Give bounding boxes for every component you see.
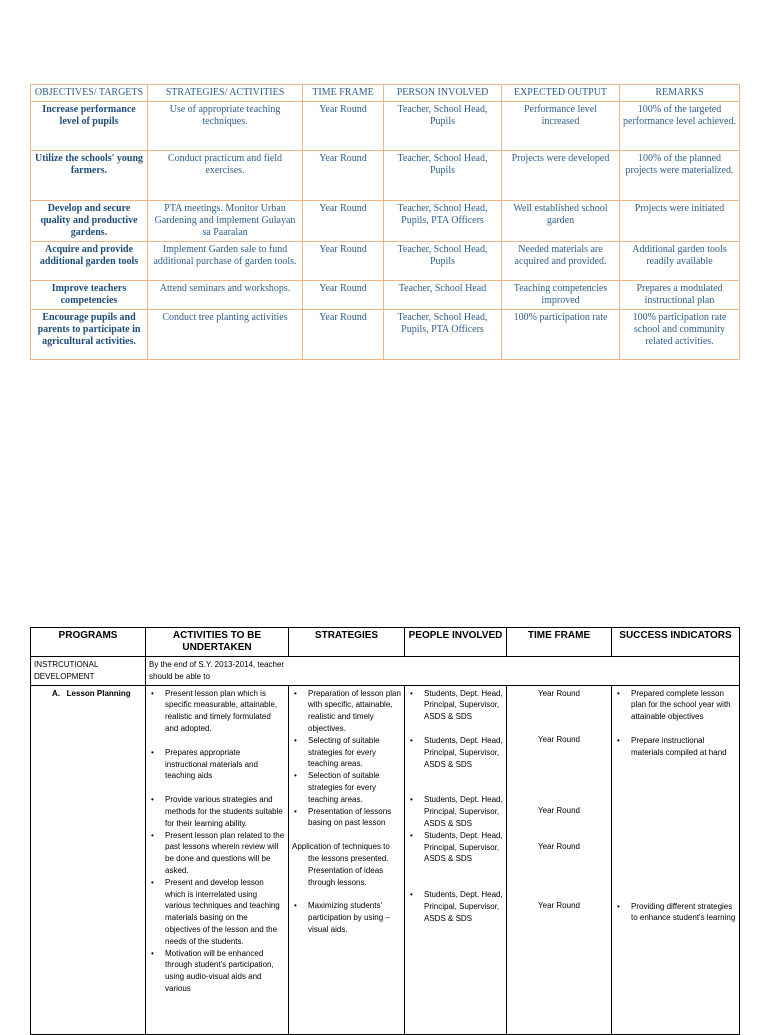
- time-frame-text: Year Round: [538, 735, 580, 745]
- sub-program-cell: [31, 685, 146, 1034]
- person-cell: Teacher, School Head, Pupils: [384, 242, 502, 281]
- time-cell: Year Round: [303, 310, 384, 360]
- objective-cell: Encourage pupils and parents to participate in agricultural activities.: [31, 310, 148, 360]
- remarks-cell: 100% of the planned projects were materialized.: [620, 151, 740, 201]
- table-row: [31, 657, 740, 686]
- list-item: • Maximizing students' participation by using – visual aids.: [308, 900, 401, 935]
- list-item: • Students, Dept. Head, Principal, Supervisor, ASDS & SDS: [424, 735, 503, 770]
- time-frame-cell: [507, 685, 612, 1034]
- list-item: • Preparation of lesson plan with specific, attainable, realistic and timely objectives.: [308, 688, 401, 735]
- time-cell: Year Round: [303, 102, 384, 151]
- objective-cell: Utilize the schools' young farmers.: [31, 151, 148, 201]
- header-expected-output: EXPECTED OUTPUT: [502, 85, 620, 102]
- table2-header-row: [31, 628, 740, 657]
- list-item: • Students, Dept. Head, Principal, Supervisor, ASDS & SDS: [424, 688, 503, 723]
- output-cell: 100% participation rate: [502, 310, 620, 360]
- time-cell: Year Round: [303, 151, 384, 201]
- activities-cell: [146, 685, 289, 1034]
- header-time-frame: TIME FRAME: [507, 628, 612, 657]
- time-frame-text: Year Round: [538, 841, 580, 851]
- person-cell: Teacher, School Head: [384, 281, 502, 310]
- time-cell: Year Round: [303, 242, 384, 281]
- strategy-cell: Use of appropriate teaching techniques.: [148, 102, 303, 151]
- program-cell: INSTRCUTIONAL DEVELOPMENT: [31, 657, 146, 686]
- person-cell: Teacher, School Head, Pupils: [384, 102, 502, 151]
- table-row: [31, 102, 740, 151]
- header-activities: ACTIVITIES TO BE UNDERTAKEN: [146, 628, 289, 657]
- table-row: [31, 281, 740, 310]
- list-item: • Prepared complete lesson plan for the school year with attainable objectives: [631, 688, 736, 723]
- strategy-cell: PTA meetings. Monitor Urban Gardening and implement Gulayan sa Paaralan: [148, 201, 303, 242]
- list-item: • Selection of suitable strategies for every teaching areas.: [308, 770, 401, 805]
- objective-cell: Increase performance level of pupils: [31, 102, 148, 151]
- strategy-text: Application of techniques to the lessons presented. Presentation of ideas through lessons.: [292, 842, 390, 887]
- list-item: • Presentation of lessons basing on past lesson: [308, 806, 401, 830]
- header-objectives: OBJECTIVES/ TARGETS: [31, 85, 148, 102]
- instructional-development-table: [30, 627, 740, 1035]
- garden-plan-table: [30, 84, 740, 360]
- activities-intro: By the end of S.Y. 2013-2014, teacher should be able to: [146, 657, 740, 686]
- list-item: • Present lesson plan which is specific measurable, attainable, realistic and timely formulated and adopted.: [165, 688, 285, 735]
- person-cell: Teacher, School Head, Pupils: [384, 151, 502, 201]
- list-item: • Present and develop lesson which is interrelated using various techniques and teaching materials basing on the objectives of the lesson and the needs of the students.: [165, 877, 285, 948]
- person-cell: Teacher, School Head, Pupils, PTA Officers: [384, 310, 502, 360]
- table1-header-row: [31, 85, 740, 102]
- objective-cell: Improve teachers competencies: [31, 281, 148, 310]
- list-item: • Provide various strategies and methods for the students suitable for their learning ability.: [165, 794, 285, 829]
- success-cell: [612, 685, 740, 1034]
- people-cell: [405, 685, 507, 1034]
- table-row: [31, 242, 740, 281]
- output-cell: Performance level increased: [502, 102, 620, 151]
- time-frame-text: Year Round: [538, 806, 580, 816]
- list-item: • Selecting of suitable strategies for every teaching areas.: [308, 735, 401, 770]
- list-item: • Motivation will be enhanced through student's participation, using audio-visual aids and various: [165, 948, 285, 995]
- time-frame-text: Year Round: [538, 688, 580, 698]
- strategy-cell: Conduct tree planting activities: [148, 310, 303, 360]
- header-programs: PROGRAMS: [31, 628, 146, 657]
- table-row: [31, 310, 740, 360]
- sub-program-label: A. Lesson Planning: [52, 688, 131, 698]
- remarks-cell: Prepares a modulated instructional plan: [620, 281, 740, 310]
- remarks-cell: Projects were initiated: [620, 201, 740, 242]
- strategies-cell: [289, 685, 405, 1034]
- person-cell: Teacher, School Head, Pupils, PTA Officers: [384, 201, 502, 242]
- table-row: [31, 201, 740, 242]
- output-cell: Teaching competencies improved: [502, 281, 620, 310]
- remarks-cell: 100% participation rate school and community related activities.: [620, 310, 740, 360]
- list-item: • Students, Dept. Head, Principal, Supervisor, ASDS & SDS: [424, 794, 503, 829]
- table-row: [31, 151, 740, 201]
- header-remarks: REMARKS: [620, 85, 740, 102]
- strategy-cell: Attend seminars and workshops.: [148, 281, 303, 310]
- objective-cell: Develop and secure quality and productive gardens.: [31, 201, 148, 242]
- list-item: • Present lesson plan related to the past lessons wherein review will be done and questions will be asked.: [165, 830, 285, 877]
- remarks-cell: 100% of the targeted performance level achieved.: [620, 102, 740, 151]
- header-person-involved: PERSON INVOLVED: [384, 85, 502, 102]
- header-success-indicators: SUCCESS INDICATORS: [612, 628, 740, 657]
- strategy-cell: Conduct practicum and field exercises.: [148, 151, 303, 201]
- list-item: • Prepare instructional materials compiled at hand: [631, 735, 736, 759]
- list-item: • Providing different strategies to enhance student's learning: [631, 901, 736, 925]
- header-people-involved: PEOPLE INVOLVED: [405, 628, 507, 657]
- table-row: [31, 685, 740, 1034]
- objective-cell: Acquire and provide additional garden tools: [31, 242, 148, 281]
- list-item: • Students, Dept. Head, Principal, Supervisor, ASDS & SDS: [424, 889, 503, 924]
- time-frame-text: Year Round: [538, 900, 580, 910]
- time-cell: Year Round: [303, 281, 384, 310]
- strategy-cell: Implement Garden sale to fund additional purchase of garden tools.: [148, 242, 303, 281]
- list-item: • Students, Dept. Head, Principal, Supervisor, ASDS & SDS: [424, 830, 503, 865]
- header-strategies: STRATEGIES: [289, 628, 405, 657]
- output-cell: Projects were developed: [502, 151, 620, 201]
- remarks-cell: Additional garden tools readily available: [620, 242, 740, 281]
- list-item: • Prepares appropriate instructional materials and teaching aids: [165, 747, 285, 782]
- output-cell: Needed materials are acquired and provided.: [502, 242, 620, 281]
- header-time-frame: TIME FRAME: [303, 85, 384, 102]
- header-strategies: STRATEGIES/ ACTIVITIES: [148, 85, 303, 102]
- output-cell: Well established school garden: [502, 201, 620, 242]
- time-cell: Year Round: [303, 201, 384, 242]
